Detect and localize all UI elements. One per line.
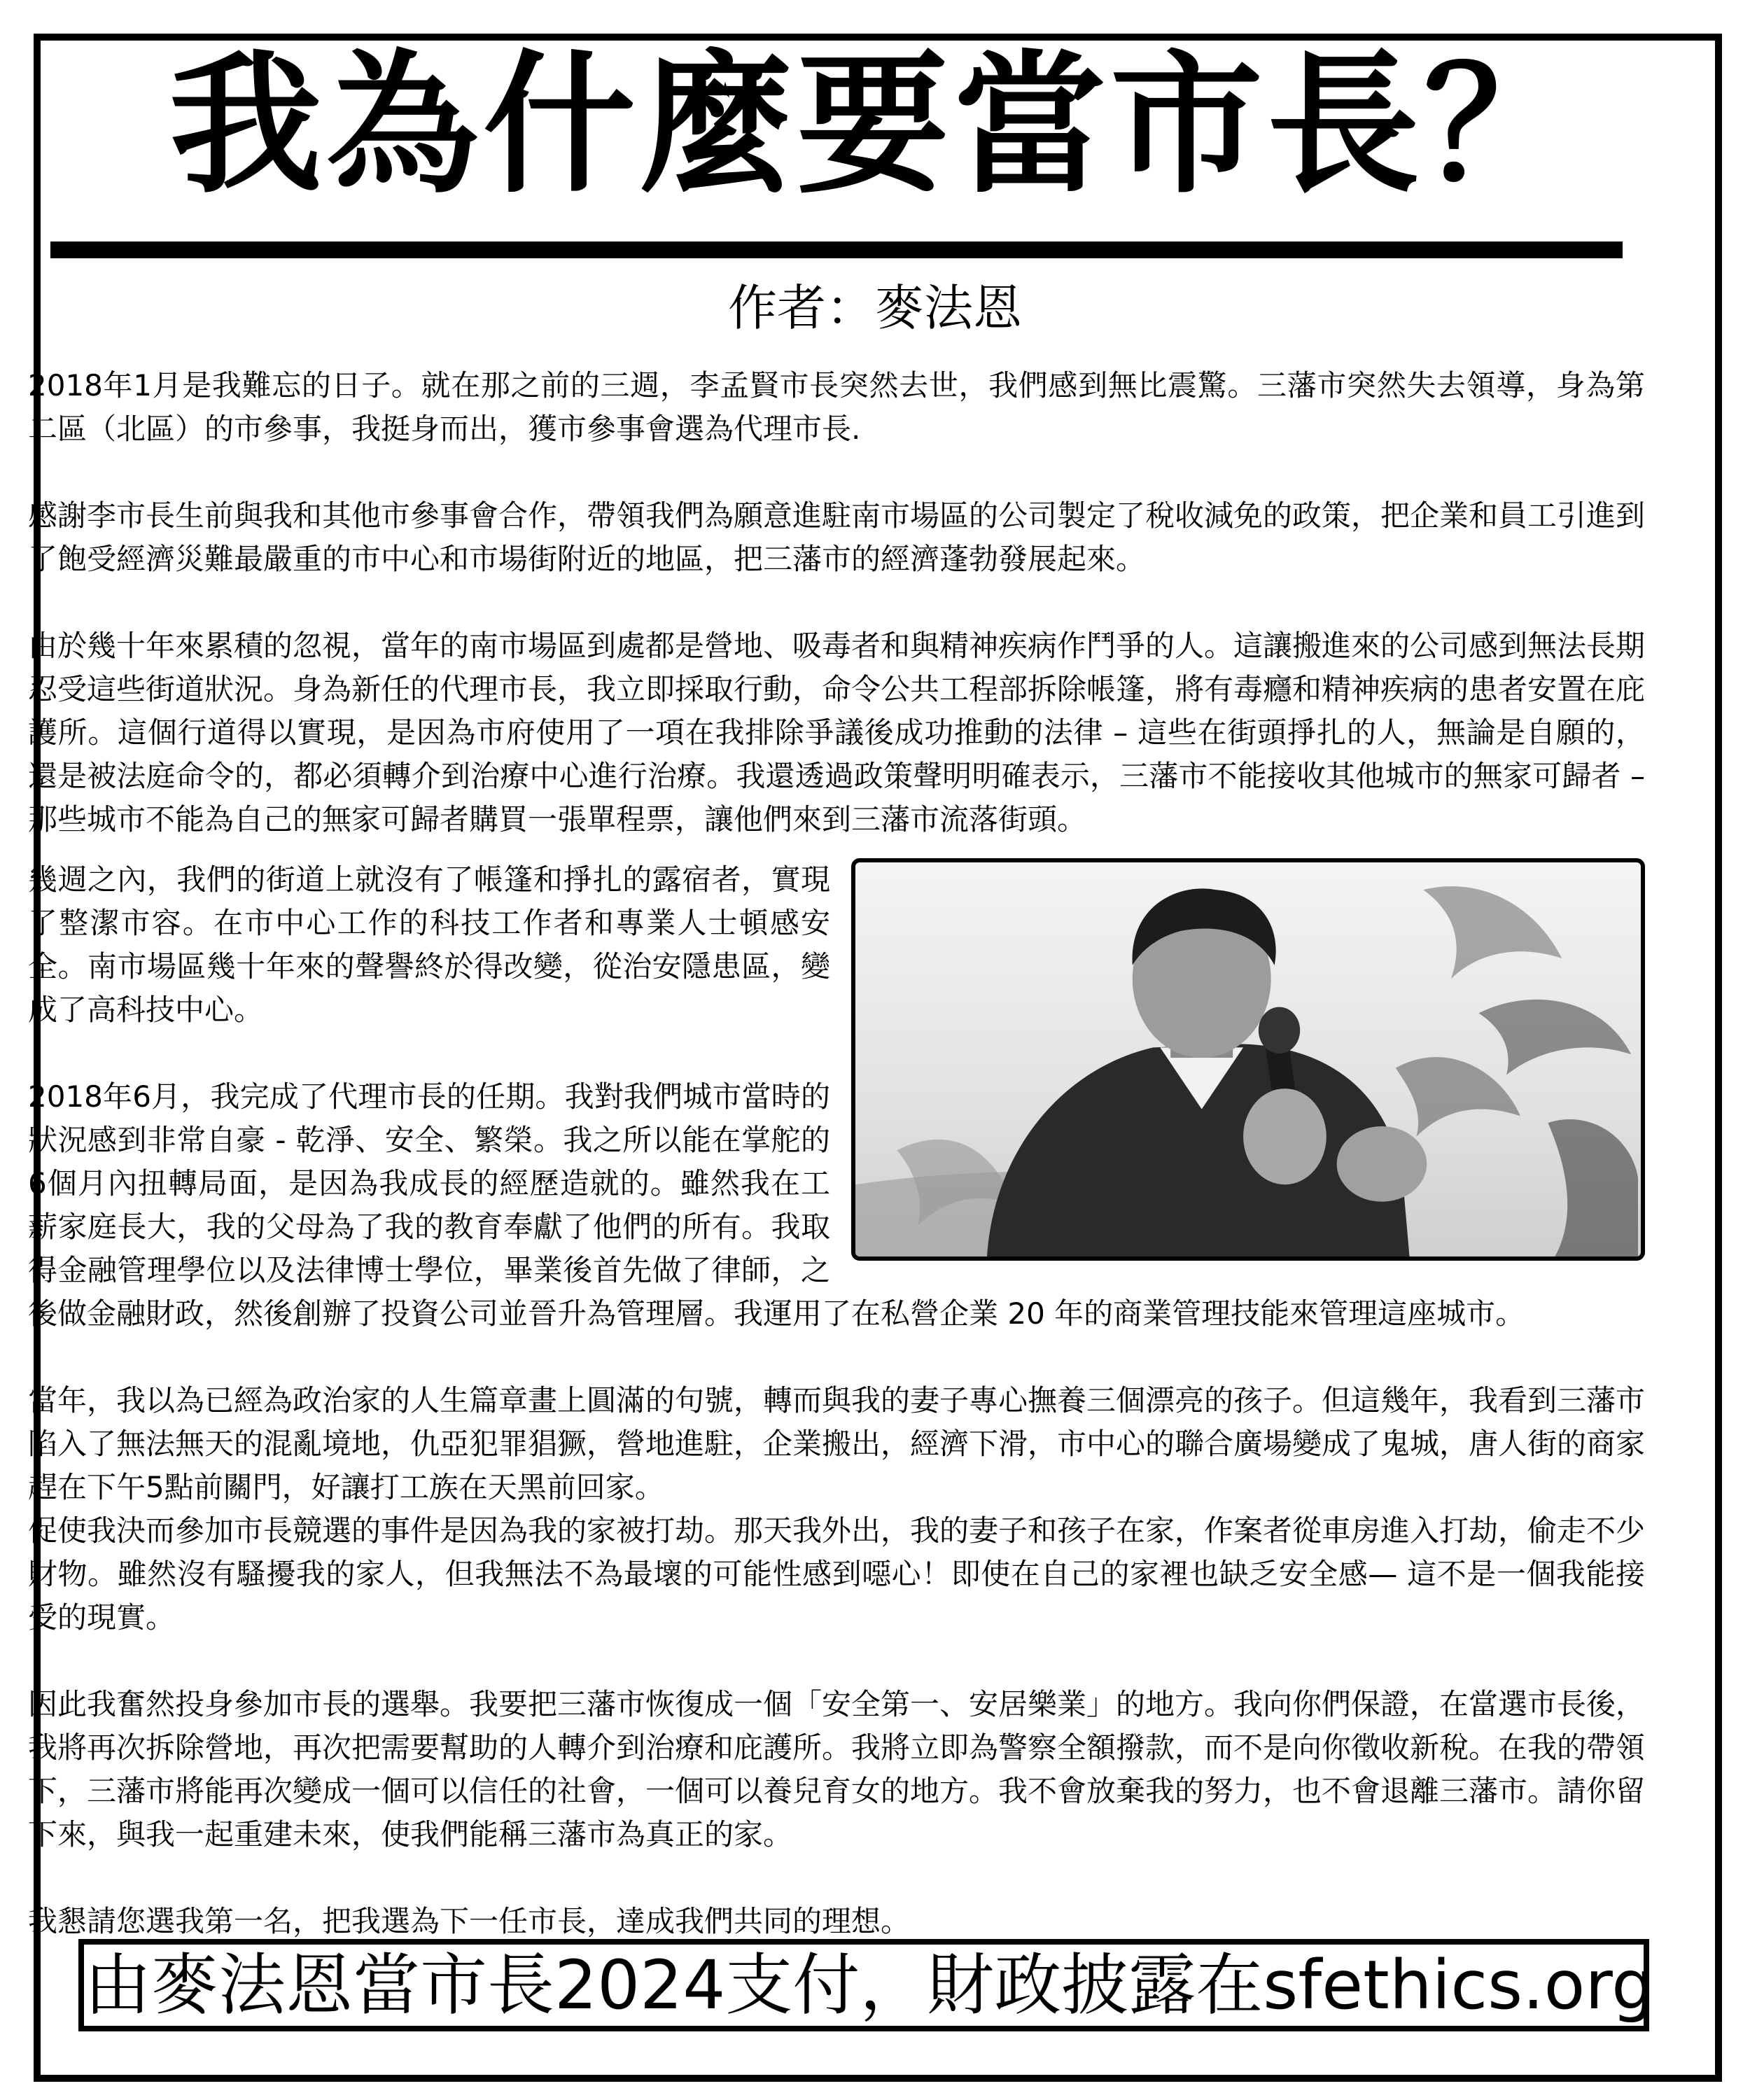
paragraph-5: 2018年6月，我完成了代理市長的任期。我對我們城市當時的狀況感到非常自豪 - 乾淨、安全、繁榮。我之所以能在掌舵的6個月內扭轉局面，是因為我成長的經歷造就的。雖然我在工薪家庭長大，我的父母為了我的教育奉獻了他們的所有。我取得金融管理學位以及法律博士學位，畢業後首先做了律師，之後做金融財政，然後創辦了投資公司並晉升為管理層。我運用了在私營企業 20 年的商業管理技能來管理這座城市。 xyxy=(28,1079,1525,1331)
paragraph-3: 由於幾十年來累積的忽視，當年的南市場區到處都是營地、吸毒者和與精神疾病作鬥爭的人。這讓搬進來的公司感到無法長期忍受這些街道狀況。身為新任的代理市長，我立即採取行動，命令公共工程部拆除帳篷，將有毒癮和精神疾病的患者安置在庇護所。這個行道得以實現，是因為市府使用了一項在我排除爭議後成功推動的法律 – 這些在街頭掙扎的人，無論是自願的，還是被法庭命令的，都必須轉介到治療中心進行治療。我還透過政策聲明明確表示，三藩市不能接收其他城市的無家可歸者 – 那些城市不能為自己的無家可歸者購買一張單程票，讓他們來到三藩市流落街頭。 xyxy=(28,629,1646,836)
page-title: 我為什麼要當市長？ xyxy=(169,37,1581,214)
paragraph-1: 2018年1月是我難忘的日子。就在那之前的三週，李孟賢市長突然去世，我們感到無比震驚。三藩市突然失去領導，身為第二區（北區）的市參事，我挺身而出，獲市參事會選為代理市長. xyxy=(28,368,1645,446)
paid-for-disclosure: 由麥法恩當市長2024支付，財政披露在sfethics.org xyxy=(78,1939,1649,2031)
author-line: 作者：麥法恩 xyxy=(728,279,1022,337)
paragraph-9: 我懇請您選我第一名，把我選為下一任市長，達成我們共同的理想。 xyxy=(28,1904,911,1938)
paragraph-4: 幾週之內，我們的街道上就沒有了帳篷和掙扎的露宿者，實現了整潔市容。在市中心工作的科技工作者和專業人士頓感安全。南市場區幾十年來的聲譽終於得改變，從治安隱患區，變成了高科技中心。 xyxy=(28,862,830,1027)
paragraph-7: 促使我決而參加市長競選的事件是因為我的家被打劫。那天我外出，我的妻子和孩子在家，作案者從車房進入打劫，偷走不少財物。雖然沒有騷擾我的家人，但我無法不為最壞的可能性感到噁心！即使在自己的家裡也缺乏安全感— 這不是一個我能接受的現實。 xyxy=(28,1513,1646,1634)
paragraph-8: 因此我奮然投身參加市長的選舉。我要把三藩市恢復成一個「安全第一、安居樂業」的地方。我向你們保證，在當選市長後，我將再次拆除營地，再次把需要幫助的人轉介到治療和庇護所。我將立即為警察全額撥款，而不是向你徵收新稅。在我的帶領下，三藩市將能再次變成一個可以信任的社會，一個可以養兒育女的地方。我不會放棄我的努力，也不會退離三藩市。請你留下來，與我一起重建未來，使我們能稱三藩市為真正的家。 xyxy=(28,1687,1646,1851)
paragraph-2: 感謝李市長生前與我和其他市參事會合作，帶領我們為願意進駐南市場區的公司製定了稅收減免的政策，把企業和員工引進到了飽受經濟災難最嚴重的市中心和市場街附近的地區，把三藩市的經濟蓬勃發展起來。 xyxy=(28,498,1646,576)
article-body xyxy=(28,364,1645,1987)
photo-illustration xyxy=(855,862,1641,1256)
paragraph-6: 當年，我以為已經為政治家的人生篇章畫上圓滿的句號，轉而與我的妻子專心撫養三個漂亮的孩子。但這幾年，我看到三藩市陷入了無法無天的混亂境地，仇亞犯罪猖獗，營地進駐，企業搬出，經濟下滑，市中心的聯合廣場變成了鬼城，唐人街的商家趕在下午5點前關門，好讓打工族在天黑前回家。 xyxy=(28,1383,1646,1504)
photo-section xyxy=(28,858,1645,1336)
candidate-photo xyxy=(851,858,1645,1261)
title-divider xyxy=(50,241,1623,258)
